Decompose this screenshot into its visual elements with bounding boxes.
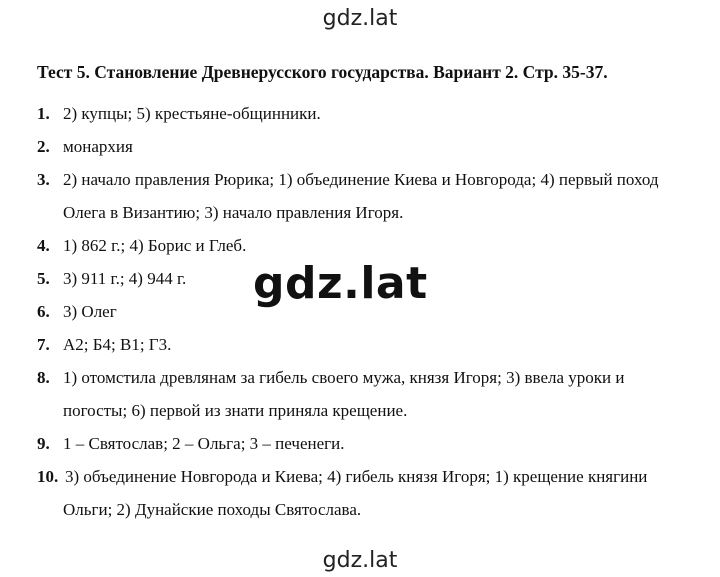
answer-number: 8. bbox=[37, 368, 50, 387]
answer-number: 7. bbox=[37, 335, 50, 354]
answer-number: 9. bbox=[37, 434, 50, 453]
answer-item-1 bbox=[37, 97, 697, 130]
answer-number: 4. bbox=[37, 236, 50, 255]
answer-text: монархия bbox=[63, 137, 133, 156]
answer-text: 1) отомстила древлянам за гибель своего мужа, князя Игоря; 3) ввела уроки и погосты; 6) первой из знати приняла крещение. bbox=[63, 368, 625, 420]
answer-item-7 bbox=[37, 328, 697, 361]
answer-number: 3. bbox=[37, 170, 50, 189]
answer-item-10 bbox=[37, 460, 697, 526]
answer-item-2 bbox=[37, 130, 697, 163]
answer-text: 1 – Святослав; 2 – Ольга; 3 – печенеги. bbox=[63, 434, 345, 453]
answer-text: 3) объединение Новгорода и Киева; 4) гибель князя Игоря; 1) крещение княгини Ольги; 2) Дунайские походы Святослава. bbox=[63, 467, 648, 519]
answer-text: 3) 911 г.; 4) 944 г. bbox=[63, 269, 187, 288]
answer-list bbox=[37, 97, 697, 526]
answer-number: 2. bbox=[37, 137, 50, 156]
answer-text: 1) 862 г.; 4) Борис и Глеб. bbox=[63, 236, 247, 255]
answer-item-3 bbox=[37, 163, 697, 229]
page-title: Тест 5. Становление Древнерусского государства. Вариант 2. Стр. 35-37. bbox=[37, 62, 608, 82]
answer-item-8 bbox=[37, 361, 697, 427]
answer-number: 10. bbox=[37, 467, 59, 486]
answer-item-9 bbox=[37, 427, 697, 460]
answer-text: 2) начало правления Рюрика; 1) объединение Киева и Новгорода; 4) первый поход Олега в Византию; 3) начало правления Игоря. bbox=[63, 170, 659, 222]
answer-text: 2) купцы; 5) крестьяне-общинники. bbox=[63, 104, 321, 123]
watermark-center: gdz.lat bbox=[253, 258, 428, 309]
watermark-bottom: gdz.lat bbox=[322, 548, 398, 573]
watermark-top: gdz.lat bbox=[322, 6, 398, 31]
answer-number: 1. bbox=[37, 104, 50, 123]
answer-text: 3) Олег bbox=[63, 302, 117, 321]
answer-number: 6. bbox=[37, 302, 50, 321]
answer-number: 5. bbox=[37, 269, 50, 288]
answer-text: А2; Б4; В1; Г3. bbox=[63, 335, 172, 354]
